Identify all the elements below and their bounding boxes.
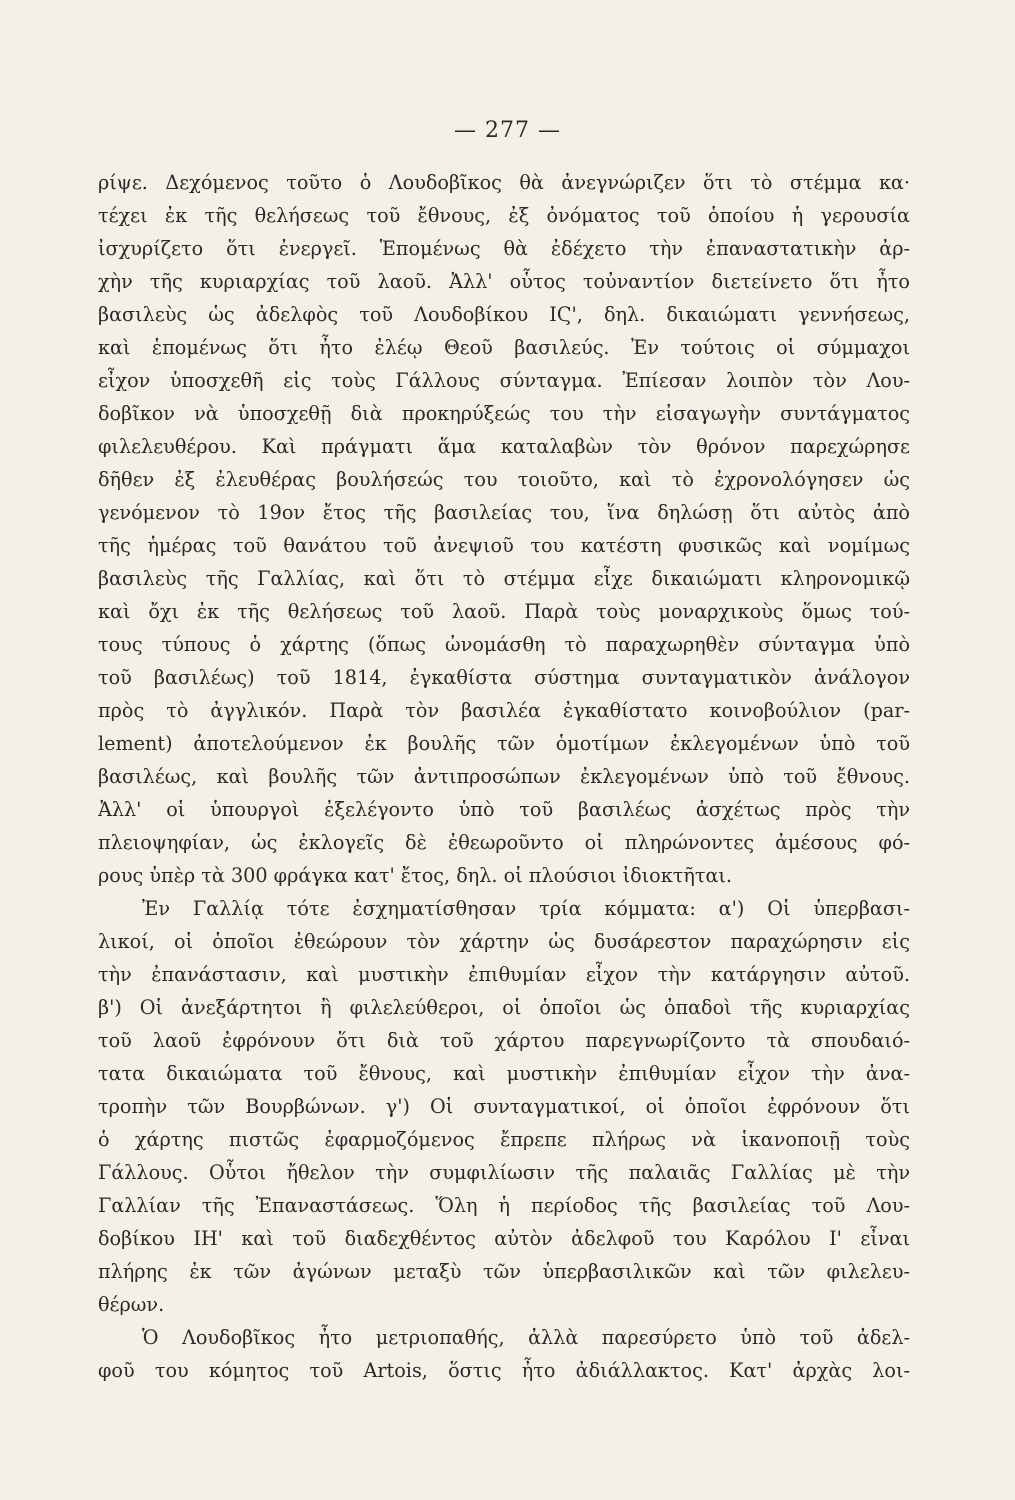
text-line: βασιλεὺς τῆς Γαλλίας, καὶ ὅτι τὸ στέμμα εἶχε δικαιώματι κληρονομικῷ [98, 567, 910, 590]
text-line: Γάλλους. Οὗτοι ἤθελον τὴν συμφιλίωσιν τῆς παλαιᾶς Γαλλίας μὲ τὴν [98, 1161, 910, 1184]
page-number: — 277 — [454, 118, 561, 143]
text-line: εἶχον ὑποσχεθῆ εἰς τοὺς Γάλλους σύνταγμα. Ἐπίεσαν λοιπὸν τὸν Λου- [98, 369, 910, 392]
text-line: τῆς ἡμέρας τοῦ θανάτου τοῦ ἀνεψιοῦ του κατέστη φυσικῶς καὶ νομίμως [98, 534, 910, 557]
text-line: βασιλεὺς ὡς ἀδελφὸς τοῦ Λουδοβίκου ΙϚ', δηλ. δικαιώματι γεννήσεως, [98, 303, 910, 326]
text-line: ρους ὑπὲρ τὰ 300 φράγκα κατ' ἔτος, δηλ. οἱ πλούσιοι ἰδιοκτῆται. [98, 864, 733, 887]
text-line: καὶ ὄχι ἐκ τῆς θελήσεως τοῦ λαοῦ. Παρὰ τοὺς μοναρχικοὺς ὅμως τού- [98, 600, 910, 623]
text-line: δῆθεν ἐξ ἐλευθέρας βουλήσεώς του τοιοῦτο, καὶ τὸ ἐχρονολόγησεν ὡς [98, 468, 910, 491]
text-line: τέχει ἐκ τῆς θελήσεως τοῦ ἔθνους, ἐξ ὀνόματος τοῦ ὁποίου ἡ γερουσία [98, 204, 910, 227]
text-line: ρίψε. Δεχόμενος τοῦτο ὁ Λουδοβῖκος θὰ ἀνεγνώριζεν ὅτι τὸ στέμμα κα· [98, 171, 910, 194]
text-line: χὴν τῆς κυριαρχίας τοῦ λαοῦ. Ἀλλ' οὗτος τοὐναντίον διετείνετο ὅτι ἦτο [98, 270, 910, 293]
text-line: καὶ ἑπομένως ὅτι ἦτο ἐλέῳ Θεοῦ βασιλεύς. Ἐν τούτοις οἱ σύμμαχοι [98, 336, 910, 359]
text-line: τους τύπους ὁ χάρτης (ὅπως ὠνομάσθη τὸ παραχωρηθὲν σύνταγμα ὑπὸ [98, 633, 910, 656]
text-line: πλήρης ἐκ τῶν ἀγώνων μεταξὺ τῶν ὑπερβασιλικῶν καὶ τῶν φιλελευ- [98, 1260, 910, 1283]
text-line: β') Οἱ ἀνεξάρτητοι ἢ φιλελεύθεροι, οἱ ὁποῖοι ὡς ὀπαδοὶ τῆς κυριαρχίας [98, 996, 910, 1019]
text-line: φιλελευθέρου. Καὶ πράγματι ἅμα καταλαβὼν τὸν θρόνον παρεχώρησε [98, 435, 910, 458]
text-line: λικοί, οἱ ὁποῖοι ἐθεώρουν τὸν χάρτην ὡς δυσάρεστον παραχώρησιν εἰς [98, 930, 910, 953]
text-line: φοῦ του κόμητος τοῦ Artois, ὅστις ἦτο ἀδιάλλακτος. Κατ' ἀρχὰς λοι- [98, 1359, 910, 1382]
body-text [98, 166, 910, 1387]
text-line: Ἐν Γαλλίᾳ τότε ἐσχηματίσθησαν τρία κόμματα: α') Οἱ ὑπερβασι- [142, 897, 910, 920]
text-line: τοῦ λαοῦ ἐφρόνουν ὅτι διὰ τοῦ χάρτου παρεγνωρίζοντο τὰ σπουδαιό- [98, 1029, 910, 1052]
text-line: τοῦ βασιλέως) τοῦ 1814, ἐγκαθίστα σύστημα συνταγματικὸν ἀνάλογον [98, 666, 910, 689]
text-line: γενόμενον τὸ 19ον ἔτος τῆς βασιλείας του, ἵνα δηλώσῃ ὅτι αὐτὸς ἀπὸ [98, 501, 910, 524]
text-line: τὴν ἐπανάστασιν, καὶ μυστικὴν ἐπιθυμίαν εἶχον τὴν κατάργησιν αὐτοῦ. [98, 963, 910, 986]
text-line: δοβίκου ΙΗ' καὶ τοῦ διαδεχθέντος αὐτὸν ἀδελφοῦ του Καρόλου Ι' εἶναι [98, 1227, 910, 1250]
text-line: πλειοψηφίαν, ὡς ἐκλογεῖς δὲ ἐθεωροῦντο οἱ πληρώνοντες ἀμέσους φό- [98, 831, 910, 854]
text-line: πρὸς τὸ ἀγγλικόν. Παρὰ τὸν βασιλέα ἐγκαθίστατο κοινοβούλιον (par- [98, 699, 910, 722]
text-line: θέρων. [98, 1293, 165, 1316]
text-line: τροπὴν τῶν Βουρβώνων. γ') Οἱ συνταγματικοί, οἱ ὁποῖοι ἐφρόνουν ὅτι [98, 1095, 910, 1118]
text-line: τατα δικαιώματα τοῦ ἔθνους, καὶ μυστικὴν ἐπιθυμίαν εἶχον τὴν ἀνα- [98, 1062, 910, 1085]
text-line: ἰσχυρίζετο ὅτι ἐνεργεῖ. Ἑπομένως θὰ ἐδέχετο τὴν ἐπαναστατικὴν ἀρ- [98, 237, 910, 260]
text-line: ὁ χάρτης πιστῶς ἐφαρμοζόμενος ἔπρεπε πλήρως νὰ ἱκανοποιῇ τοὺς [98, 1128, 910, 1151]
text-line: βασιλέως, καὶ βουλῆς τῶν ἀντιπροσώπων ἐκλεγομένων ὑπὸ τοῦ ἔθνους. [98, 765, 910, 788]
text-line: lement) ἀποτελούμενον ἐκ βουλῆς τῶν ὁμοτίμων ἐκλεγομένων ὑπὸ τοῦ [98, 732, 910, 755]
text-line: Ἀλλ' οἱ ὑπουργοὶ ἐξελέγοντο ὑπὸ τοῦ βασιλέως ἀσχέτως πρὸς τὴν [98, 798, 910, 821]
text-line: Γαλλίαν τῆς Ἐπαναστάσεως. Ὅλη ἡ περίοδος τῆς βασιλείας τοῦ Λου- [98, 1194, 910, 1217]
text-line: Ὁ Λουδοβῖκος ἦτο μετριοπαθής, ἀλλὰ παρεσύρετο ὑπὸ τοῦ ἀδελ- [142, 1326, 910, 1349]
text-line: δοβῖκον νὰ ὑποσχεθῇ διὰ προκηρύξεώς του τὴν εἰσαγωγὴν συντάγματος [98, 402, 910, 425]
